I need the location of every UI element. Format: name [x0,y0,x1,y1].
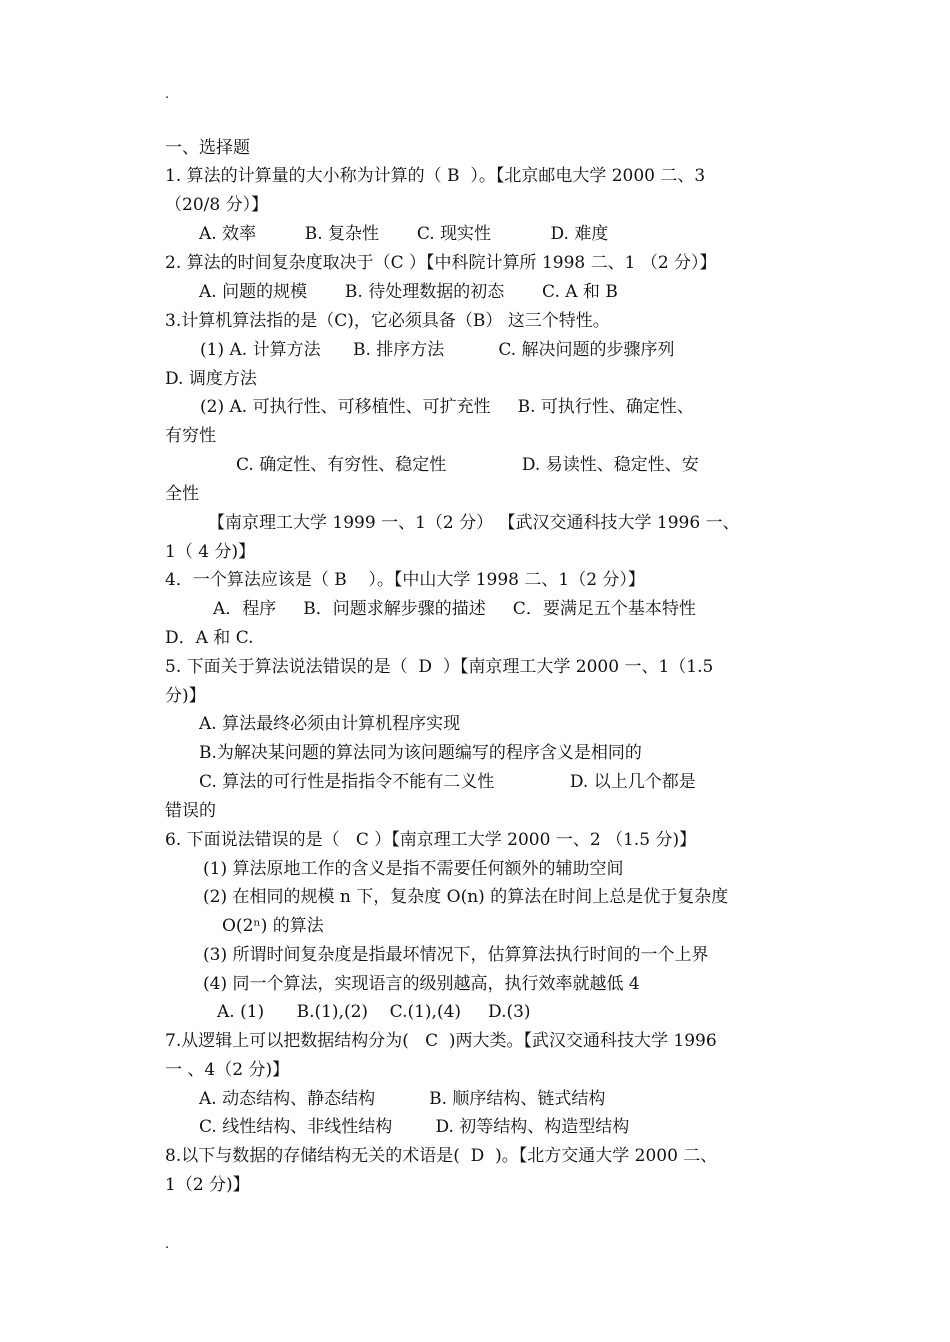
page-bottom-marker: . [165,1237,170,1252]
text-line: (2) A. 可执行性、可移植性、可扩充性 B. 可执行性、确定性、 [200,397,694,417]
text-line: A. (1) B.(1),(2) C.(1),(4) D.(3) [217,1002,531,1022]
text-line: 1（2 分)】 [165,1175,250,1195]
text-line: (4) 同一个算法，实现语言的级别越高，执行效率就越低 4 [203,974,640,994]
text-line: 1（ 4 分)】 [165,542,256,562]
text-line: 1. 算法的计算量的大小称为计算的（ B ）。【北京邮电大学 2000 二、3 [165,166,706,186]
text-line: 【南京理工大学 1999 一、1（2 分） 【武汉交通科技大学 1996 一、 [208,513,740,533]
text-line: B.为解决某问题的算法同为该问题编写的程序含义是相同的 [199,743,642,763]
text-line: D. 调度方法 [165,369,257,389]
text-line: 分)】 [165,686,206,706]
text-line: A. 问题的规模 B. 待处理数据的初态 C. A 和 B [199,282,618,302]
text-line: 6. 下面说法错误的是（ C ）【南京理工大学 2000 一、2 （1.5 分)】 [165,830,697,850]
text-line: 有穷性 [165,426,216,446]
page-top-marker: . [165,87,170,102]
text-line: A. 动态结构、静态结构 B. 顺序结构、链式结构 [199,1089,606,1109]
text-line: 5. 下面关于算法说法错误的是（ D ）【南京理工大学 2000 一、1（1.5 [165,657,714,677]
text-line: C. 算法的可行性是指指令不能有二义性 D. 以上几个都是 [199,772,696,792]
text-line: C. 确定性、有穷性、稳定性 D. 易读性、稳定性、安 [236,455,699,475]
text-line: 7.从逻辑上可以把数据结构分为( C )两大类。【武汉交通科技大学 1996 [165,1031,717,1051]
text-line: 3.计算机算法指的是（C)，它必须具备（B） 这三个特性。 [165,311,610,331]
text-line: 全性 [165,484,199,504]
text-line: C. 线性结构、非线性结构 D. 初等结构、构造型结构 [199,1117,630,1137]
text-line: A．程序 B．问题求解步骤的描述 C．要满足五个基本特性 [213,599,696,619]
text-line: （20/8 分）】 [165,195,269,215]
text-line: O(2ⁿ) 的算法 [222,916,324,936]
text-line: 2. 算法的时间复杂度取决于（C ）【中科院计算所 1998 二、1 （2 分）】 [165,253,717,273]
text-line: (1) A. 计算方法 B. 排序方法 C. 解决问题的步骤序列 [200,340,675,360]
text-line: 错误的 [165,801,216,821]
text-line: (2) 在相同的规模 n 下，复杂度 O(n) 的算法在时间上总是优于复杂度 [203,887,729,907]
text-line: 8.以下与数据的存储结构无关的术语是( D )。【北方交通大学 2000 二、 [165,1146,718,1166]
text-line: 4．一个算法应该是（ B ）。【中山大学 1998 二、1（2 分）】 [165,570,645,590]
text-line: 一、选择题 [165,138,250,158]
text-line: 一 、4（2 分)】 [165,1060,290,1080]
text-line: (1) 算法原地工作的含义是指不需要任何额外的辅助空间 [203,859,624,879]
text-line: D．A 和 C. [165,628,254,648]
text-line: (3) 所谓时间复杂度是指最坏情况下，估算算法执行时间的一个上界 [203,945,709,965]
text-line: A. 效率 B. 复杂性 C. 现实性 D. 难度 [199,224,609,244]
text-line: A. 算法最终必须由计算机程序实现 [199,714,461,734]
